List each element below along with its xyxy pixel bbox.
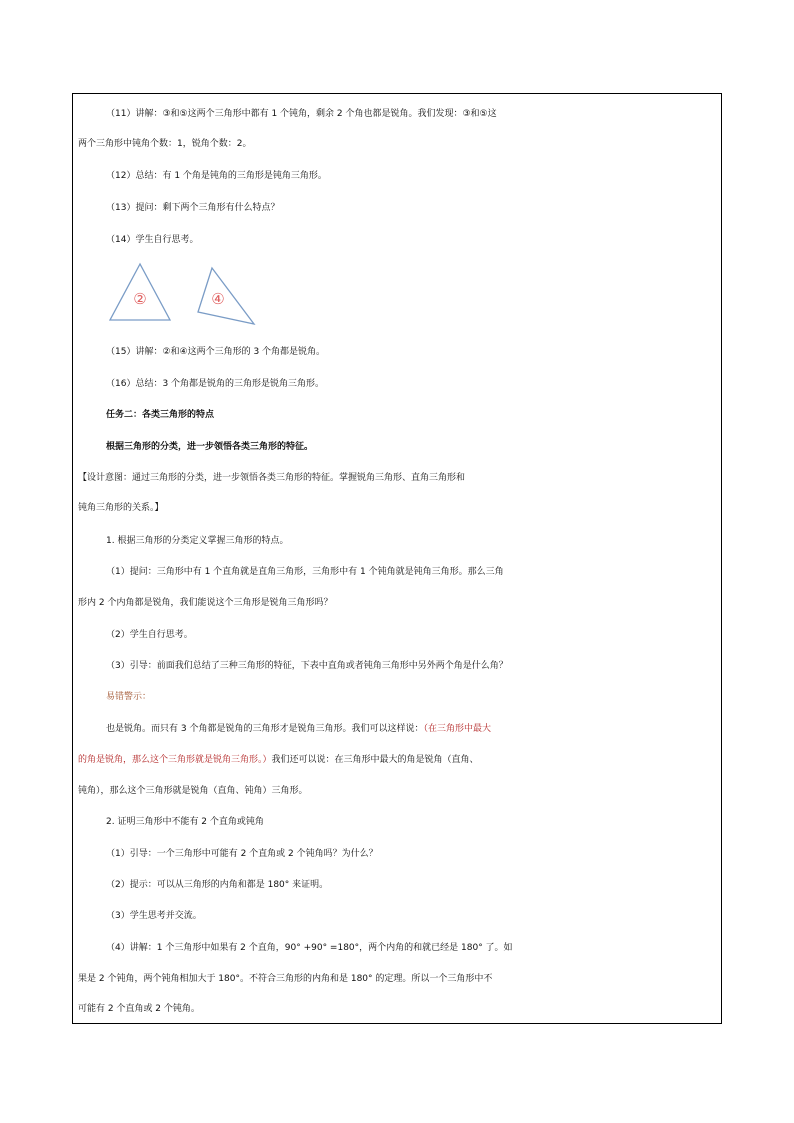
design-intent-line1: 【设计意图：通过三角形的分类，进一步领悟各类三角形的特征。掌握锐角三角形、直角三角形和 [78, 473, 466, 483]
section-2-heading: 2. 证明三角形中不能有 2 个直角或钝角 [106, 817, 264, 827]
proof-item-3: （3）学生思考并交流。 [106, 911, 202, 921]
warning-line3: 钝角），那么这个三角形就是锐角（直角、钝角）三角形。 [78, 786, 308, 796]
warning-highlight-b: 的角是锐角，那么这个三角形就是锐角三角形。） [78, 755, 272, 765]
triangle-4 [198, 268, 254, 324]
para-16: （16）总结：3 个角都是锐角的三角形是锐角三角形。 [106, 379, 325, 389]
section-1-heading: 1. 根据三角形的分类定义掌握三角形的特点。 [106, 536, 289, 546]
item-1-line2: 形内 2 个内角都是锐角，我们能说这个三角形是锐角三角形吗？ [78, 598, 333, 608]
design-intent-line2: 钝角三角形的关系。】 [78, 503, 164, 513]
para-11-line2: 两个三角形中钝角个数：1，锐角个数：2。 [78, 139, 252, 149]
para-11-line1: （11）讲解：③和⑤这两个三角形中都有 1 个钝角，剩余 2 个角也都是锐角。我们发现：③和⑤这 [106, 109, 497, 119]
para-15: （15）讲解：②和④这两个三角形的 3 个角都是锐角。 [106, 347, 326, 357]
triangle-2-label: ② [133, 290, 147, 308]
task-two-intro: 根据三角形的分类，进一步领悟各类三角形的特征。 [106, 442, 314, 452]
proof-item-1: （1）引导：一个三角形中可能有 2 个直角或 2 个钝角吗？为什么？ [106, 849, 378, 859]
task-two-heading: 任务二：各类三角形的特点 [106, 410, 215, 420]
triangle-4-label: ④ [211, 290, 225, 308]
warning-highlight-a: （在三角形中最大 [423, 724, 491, 734]
para-13: （13）提问：剩下两个三角形有什么特点？ [106, 203, 280, 213]
warning-text-a: 也是锐角。而只有 3 个角都是锐角的三角形才是锐角三角形。我们可以这样说： [106, 724, 424, 734]
proof-item-4-line1: （4）讲解：1 个三角形中如果有 2 个直角，90° +90° =180°，两个内角的和就已经是 180° 了。如 [106, 943, 513, 953]
item-3: （3）引导：前面我们总结了三种三角形的特征，下表中直角或者钝角三角形中另外两个角是什么角？ [106, 661, 508, 671]
warning-line1 [106, 719, 746, 739]
proof-item-4-line2: 果是 2 个钝角，两个钝角相加大于 180°。不符合三角形的内角和是 180° 的定理。所以一个三角形中不 [78, 974, 493, 984]
para-14: （14）学生自行思考。 [106, 235, 199, 245]
warning-line2 [78, 750, 718, 770]
item-2: （2）学生自行思考。 [106, 630, 193, 640]
para-12: （12）总结：有 1 个角是钝角的三角形是钝角三角形。 [106, 171, 327, 181]
acute-triangles-figure [104, 258, 264, 330]
warning-text-b: 我们还可以说：在三角形中最大的角是锐角（直角、 [271, 755, 479, 765]
error-warning-label: 易错警示： [106, 692, 152, 702]
proof-item-4-line3: 可能有 2 个直角或 2 个钝角。 [78, 1004, 200, 1014]
proof-item-2: （2）提示：可以从三角形的内角和都是 180° 来证明。 [106, 880, 329, 890]
item-1-line1: （1）提问：三角形中有 1 个直角就是直角三角形，三角形中有 1 个钝角就是钝角三角形。那么三角 [106, 567, 504, 577]
